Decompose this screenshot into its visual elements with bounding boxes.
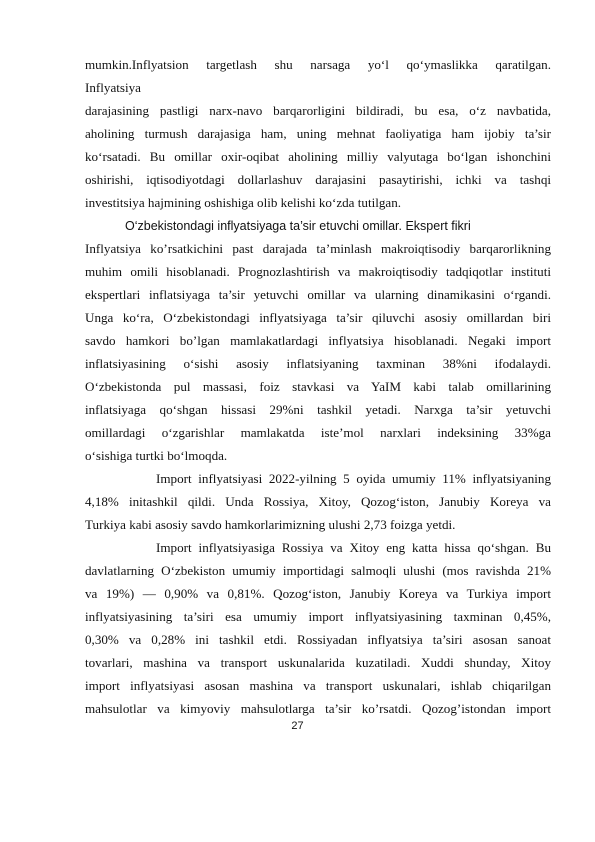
text-line: inflatsiyaga qo‘shgan hissasi 29%ni tashkil yetadi. Narxga ta’sir yetuvchi [85, 402, 551, 417]
text-line: ko‘rsatadi. Bu omillar oxir-oqibat aholining milliy valyutaga bo‘lgan ishonchini [85, 149, 551, 164]
text-line: inflatsiyasining o‘sishi asosiy inflatsiyaning taxminan 38%ni ifodalaydi. [85, 356, 551, 371]
text-line: savdo hamkori bo’lgan mamlakatlardagi inflyatsiya hisoblanadi. Negaki import [85, 333, 551, 348]
text-line: Inflyatsiya ko’rsatkichini past darajada ta’minlash makroiqtisodiy barqarorlikning [85, 241, 551, 256]
text-line: Turkiya kabi asosiy savdo hamkorlarimizning ulushi 2,73 foizga yetdi. [85, 517, 456, 532]
text-line: mumkin.Inflyatsion targetlash shu narsaga yo‘l qo‘ymaslikka qaratilgan. [85, 57, 551, 72]
text-line: mahsulotlar va kimyoviy mahsulotlarga ta’sir ko’rsatdi. Qozog’istondan import [85, 701, 551, 716]
text-line: investitsiya hajmining oshishiga olib kelishi ko‘zda tutilgan. [85, 195, 402, 210]
text-line: davlatlarning O‘zbekiston umumiy importidagi salmoqli ulushi (mos ravishda 21% [85, 563, 551, 578]
text-line: import inflyatsiyasi asosan mashina va transport uskunalari, ishlab chiqarilgan [85, 678, 551, 693]
text-line: Unga ko‘ra, O‘zbekistondagi inflyatsiyaga ta’sir qiluvchi asosiy omillardan biri [85, 310, 551, 325]
text-line: O‘zbekistonda pul massasi, foiz stavkasi va YaIM kabi talab omillarining [85, 379, 551, 394]
text-line: ekspertlari inflatsiyaga ta’sir yetuvchi omillar va ularning dinamikasini o‘rgandi. [85, 287, 551, 302]
text-line: inflyatsiyasining ta’siri esa umumiy import inflyatsiyasining taxminan 0,45%, [85, 609, 551, 624]
text-line: muhim omili hisoblanadi. Prognozlashtirish va makroiqtisodiy tadqiqotlar instituti [85, 264, 551, 279]
text-line: 0,30% va 0,28% ini tashkil etdi. Rossiyadan inflyatsiya ta’siri asosan sanoat [85, 632, 551, 647]
text-line: omillardagi o‘zgarishlar mamlakatda iste’mol narxlari indeksining 33%ga [85, 425, 551, 440]
text-line: oshirishi, iqtisodiyotdagi dollarlashuv darajasini pasaytirishi, ichki va tashqi [85, 172, 551, 187]
text-line: tovarlari, mashina va transport uskunalarida kuzatiladi. Xuddi shunday, Xitoy [85, 655, 551, 670]
text-line: Import inflyatsiyasi 2022-yilning 5 oyida umumiy 11% inflyatsiyaning [156, 471, 551, 486]
text-line: darajasining pastligi narx-navo barqarorligini bildiradi, bu esa, o‘z navbatida, [85, 103, 551, 118]
page-number: 27 [291, 720, 304, 732]
text-line: Import inflyatsiyasiga Rossiya va Xitoy eng katta hissa qo‘shgan. Bu [156, 540, 551, 555]
section-heading: O‘zbekistondagi inflyatsiyaga ta’sir etuvchi omillar. Ekspert fikri [125, 219, 471, 233]
text-line: o‘sishiga turtki bo‘lmoqda. [85, 448, 228, 463]
text-line: va 19%) — 0,90% va 0,81%. Qozog‘iston, Janubiy Koreya va Turkiya import [85, 586, 551, 601]
text-line: aholining turmush darajasiga ham, uning mehnat faoliyatiga ham ijobiy ta’sir [85, 126, 551, 141]
text-line: Inflyatsiya [85, 80, 141, 95]
text-line: 4,18% initashkil qildi. Unda Rossiya, Xitoy, Qozog‘iston, Janubiy Koreya va [85, 494, 551, 509]
